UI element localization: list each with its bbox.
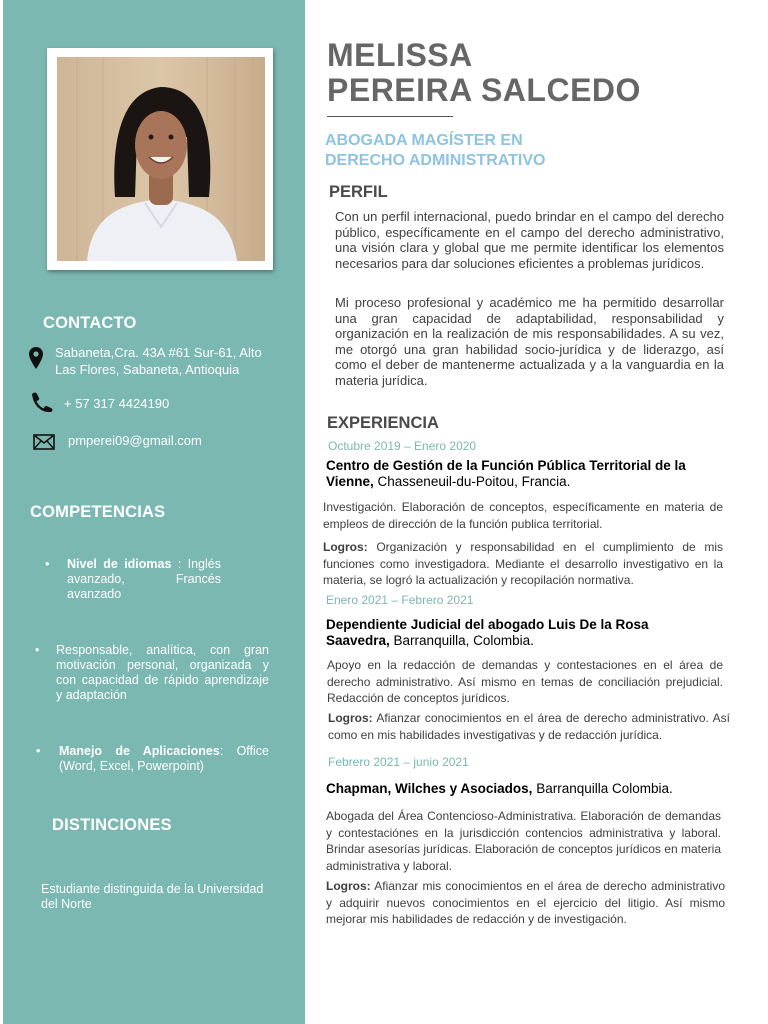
contact-email: pmperei09@gmail.com	[68, 433, 202, 448]
name-line-1: MELISSA	[327, 37, 473, 73]
job-3-org: Chapman, Wilches y Asociados,	[326, 781, 533, 796]
profile-photo	[57, 57, 265, 261]
job-1-logros	[323, 539, 723, 589]
bullet-dot-icon: •	[45, 557, 50, 571]
distincion-text: Estudiante distinguida de la Universidad del Norte	[41, 882, 264, 911]
job-1-date: Octubre 2019 – Enero 2020	[328, 439, 477, 453]
title-line-2: DERECHO ADMINISTRATIVO	[325, 152, 546, 169]
location-pin-icon	[29, 347, 43, 369]
address-line-2: Las Flores, Sabaneta, Antioquia	[55, 362, 240, 377]
job-2-description: Apoyo en la redacción de demandas y contestaciones en el área de derecho administrativo. Así mismo en temas de conciliación prejudicial. Redacción de conceptos jurídicos.	[327, 658, 723, 705]
professional-title	[325, 131, 545, 171]
job-3-date: Febrero 2021 – junio 2021	[328, 755, 469, 769]
bullet-dot-icon: •	[36, 744, 41, 758]
perfil-paragraph-1: Con un perfil internacional, puedo brindar en el campo del derecho público, específicamente en el campo del derecho administrativo, una visión clara y global que me permite identificar los elementos necesarios para dar soluciones eficientes a problemas jurídicos.	[335, 209, 724, 271]
competencia-idiomas-text: : Inglés avanzado, Francés avanzado	[67, 557, 221, 601]
job-2-org: Dependiente Judicial del abogado Luis De la Rosa Saavedra,	[326, 617, 649, 648]
perfil-heading: PERFIL	[329, 183, 388, 201]
competencias-heading: COMPETENCIAS	[30, 503, 166, 521]
job-2-logros-text: Afianzar conocimientos en el área de derecho administrativo. Así como en mis habilidades investigativas y de redacción jurídica.	[328, 711, 730, 742]
distinciones-heading: DISTINCIONES	[52, 816, 172, 834]
job-1-title	[326, 458, 706, 490]
competencia-personal-text: Responsable, analítica, con gran motivación personal, organizada y con capacidad de rápido aprendizaje y adaptación	[56, 643, 269, 702]
job-3-description: Abogada del Área Contencioso-Administrativa. Elaboración de demandas y contestaciónes en la jurisdicción contencios administrativa y laboral. Brindar asesorías jurídicas. Elaboración de conceptos jurídicos en materia administrativa y laboral.	[326, 809, 721, 873]
contact-phone: + 57 317 4424190	[64, 396, 170, 411]
address-line-1: Sabaneta,Cra. 43A #61 Sur-61, Alto	[55, 345, 262, 360]
competencia-aplicaciones-text: : Office (Word, Excel, Powerpoint)	[59, 744, 269, 773]
contact-heading: CONTACTO	[43, 314, 137, 332]
competencia-aplicaciones-label: Manejo de Aplicaciones	[59, 744, 220, 758]
contact-address	[55, 344, 295, 378]
perfil-paragraph-2: Mi proceso profesional y académico me ha permitido desarrollar una gran capacidad de adaptabilidad, responsabilidad y organización en la realización de mis responsabilidades. A su vez, me otorgó una gran habilidad socio-jurídica y de liderazgo, así como el deber de mantenerme actualizada y a la vanguardia en la materia jurídica.	[335, 295, 724, 388]
competencia-idiomas	[45, 557, 221, 602]
job-1-logros-label: Logros:	[323, 540, 368, 554]
job-2-title	[326, 617, 706, 649]
envelope-icon	[33, 434, 55, 450]
job-3-title	[326, 781, 726, 797]
competencia-personal	[35, 643, 269, 703]
job-3-logros-text: Afianzar mis conocimientos en el área de derecho administrativo y adquirir nuevos conocimientos en el ejercicio del litigio. Así mismo mejorar mis habilidades de redacción y de investigación.	[326, 879, 725, 926]
profile-photo-frame	[47, 48, 273, 270]
full-name	[327, 38, 641, 108]
sidebar	[3, 0, 305, 1024]
competencia-idiomas-label: Nivel de idiomas	[67, 557, 172, 571]
title-line-1: ABOGADA MAGÍSTER EN	[325, 132, 523, 149]
name-line-2: PEREIRA SALCEDO	[327, 72, 641, 108]
job-1-logros-text: Organización y responsabilidad en el cumplimiento de mis funciones como investigadora. Mediante el desarrollo investigativo en la materia, se logró la actualización y recopilación normativa.	[323, 540, 723, 587]
job-3-logros-label: Logros:	[326, 879, 371, 893]
experiencia-heading: EXPERIENCIA	[327, 414, 439, 432]
phone-icon	[30, 392, 54, 412]
job-1-org: Centro de Gestión de la Función Pública Territorial de la Vienne,	[326, 458, 686, 489]
job-3-place: Barranquilla Colombia.	[532, 781, 673, 796]
job-2-logros	[328, 710, 730, 743]
job-3-logros	[326, 878, 725, 928]
job-2-place: Barranquilla, Colombia.	[389, 633, 534, 648]
job-1-place: Chasseneuil-du-Poitou, Francia.	[373, 474, 571, 489]
job-2-date: Enero 2021 – Febrero 2021	[326, 593, 474, 607]
bullet-dot-icon: •	[35, 643, 40, 657]
competencia-aplicaciones	[36, 744, 269, 774]
name-divider	[327, 116, 453, 117]
job-1-description: Investigación. Elaboración de conceptos, específicamente en materia de empleos de dirección de la función publica territorial.	[323, 500, 723, 531]
job-2-logros-label: Logros:	[328, 711, 373, 725]
